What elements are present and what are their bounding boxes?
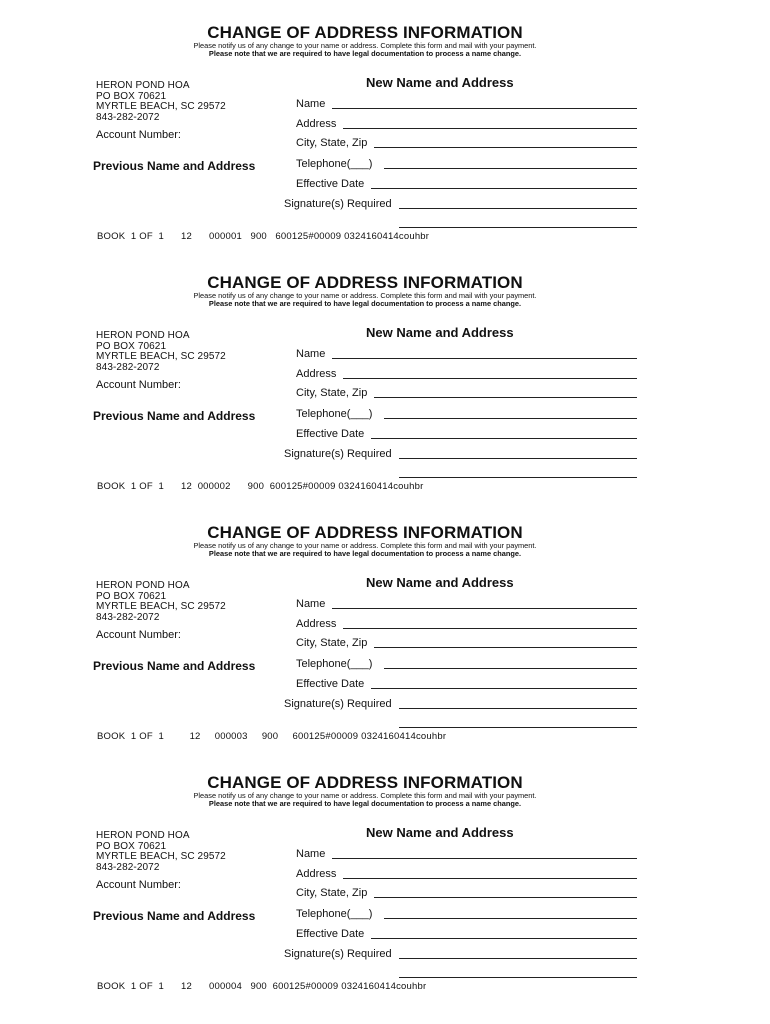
form-instructions: Please notify us of any change to your name or address. Complete this form and mail with your payment. xyxy=(193,41,537,50)
legal-note: Please note that we are required to have legal documentation to process a name change. xyxy=(208,799,522,808)
form-title: CHANGE OF ADDRESS INFORMATION xyxy=(207,773,523,792)
hoa-name: HERON POND HOA xyxy=(96,580,190,591)
change-of-address-form xyxy=(0,773,770,1023)
previous-name-address-heading: Previous Name and Address xyxy=(93,409,256,423)
hoa-address-block xyxy=(96,331,226,373)
change-of-address-form xyxy=(0,273,770,523)
hoa-po-box: PO BOX 70621 xyxy=(96,90,167,102)
effective-date-field[interactable] xyxy=(371,688,637,689)
signature-label: Signature(s) Required xyxy=(284,698,392,710)
form-instructions: Please notify us of any change to your name or address. Complete this form and mail with your payment. xyxy=(193,791,537,800)
signature-field[interactable] xyxy=(399,458,637,459)
telephone-label: Telephone(___) xyxy=(296,658,373,670)
effective-date-label: Effective Date xyxy=(296,678,365,690)
signature-field[interactable] xyxy=(399,208,637,209)
account-number-label: Account Number: xyxy=(96,129,181,141)
legal-note: Please note that we are required to have legal documentation to process a name change. xyxy=(208,549,522,558)
effective-date-field[interactable] xyxy=(371,938,637,939)
new-name-address-heading: New Name and Address xyxy=(366,825,514,840)
address-field[interactable] xyxy=(343,878,637,879)
change-of-address-form xyxy=(0,523,770,773)
scan-line-footer: BOOK 1 OF 1 12 000002 900 600125#00009 0324160414couhbr xyxy=(97,481,424,492)
address-field[interactable] xyxy=(343,628,637,629)
hoa-city-state: MYRTLE BEACH, SC 29572 xyxy=(96,601,226,612)
signature-field-2[interactable] xyxy=(399,227,637,228)
address-label: Address xyxy=(296,368,337,380)
form-title: CHANGE OF ADDRESS INFORMATION xyxy=(207,273,523,292)
hoa-name: HERON POND HOA xyxy=(96,830,190,841)
name-field[interactable] xyxy=(332,608,637,609)
previous-name-address-heading: Previous Name and Address xyxy=(93,659,256,673)
telephone-label: Telephone(___) xyxy=(296,408,373,420)
effective-date-label: Effective Date xyxy=(296,428,365,440)
telephone-field[interactable] xyxy=(384,668,637,669)
signature-label: Signature(s) Required xyxy=(284,448,392,460)
city-state-zip-label: City, State, Zip xyxy=(296,637,368,649)
hoa-name: HERON POND HOA xyxy=(96,80,190,91)
scan-line-footer: BOOK 1 OF 1 12 000004 900 600125#00009 0324160414couhbr xyxy=(97,981,427,992)
name-label: Name xyxy=(296,348,326,360)
form-title: CHANGE OF ADDRESS INFORMATION xyxy=(207,523,523,542)
address-label: Address xyxy=(296,618,337,630)
city-state-zip-field[interactable] xyxy=(374,897,637,898)
hoa-name: HERON POND HOA xyxy=(96,330,190,341)
hoa-po-box: PO BOX 70621 xyxy=(96,840,167,852)
address-field[interactable] xyxy=(343,378,637,379)
signature-field[interactable] xyxy=(399,708,637,709)
city-state-zip-label: City, State, Zip xyxy=(296,887,368,899)
telephone-field[interactable] xyxy=(384,918,637,919)
address-label: Address xyxy=(296,868,337,880)
city-state-zip-field[interactable] xyxy=(374,647,637,648)
name-field[interactable] xyxy=(332,358,637,359)
signature-field-2[interactable] xyxy=(399,727,637,728)
scan-line-footer: BOOK 1 OF 1 12 000003 900 600125#00009 0324160414couhbr xyxy=(97,731,447,742)
signature-field-2[interactable] xyxy=(399,477,637,478)
hoa-phone: 843-282-2072 xyxy=(96,111,160,123)
city-state-zip-field[interactable] xyxy=(374,397,637,398)
telephone-field[interactable] xyxy=(384,418,637,419)
name-label: Name xyxy=(296,848,326,860)
city-state-zip-label: City, State, Zip xyxy=(296,137,368,149)
new-name-address-heading: New Name and Address xyxy=(366,75,514,90)
city-state-zip-field[interactable] xyxy=(374,147,637,148)
scan-line-footer: BOOK 1 OF 1 12 000001 900 600125#00009 0324160414couhbr xyxy=(97,231,430,242)
name-field[interactable] xyxy=(332,858,637,859)
hoa-phone: 843-282-2072 xyxy=(96,611,160,623)
account-number-label: Account Number: xyxy=(96,629,181,641)
hoa-phone: 843-282-2072 xyxy=(96,861,160,873)
hoa-address-block xyxy=(96,831,226,873)
hoa-phone: 843-282-2072 xyxy=(96,361,160,373)
hoa-address-block xyxy=(96,581,226,623)
form-instructions: Please notify us of any change to your name or address. Complete this form and mail with your payment. xyxy=(193,291,537,300)
hoa-city-state: MYRTLE BEACH, SC 29572 xyxy=(96,851,226,862)
signature-field-2[interactable] xyxy=(399,977,637,978)
name-label: Name xyxy=(296,98,326,110)
legal-note: Please note that we are required to have legal documentation to process a name change. xyxy=(208,299,522,308)
telephone-label: Telephone(___) xyxy=(296,908,373,920)
effective-date-label: Effective Date xyxy=(296,178,365,190)
hoa-address-block xyxy=(96,81,226,123)
form-instructions: Please notify us of any change to your name or address. Complete this form and mail with your payment. xyxy=(193,541,537,550)
signature-field[interactable] xyxy=(399,958,637,959)
effective-date-label: Effective Date xyxy=(296,928,365,940)
previous-name-address-heading: Previous Name and Address xyxy=(93,909,256,923)
name-field[interactable] xyxy=(332,108,637,109)
address-label: Address xyxy=(296,118,337,130)
effective-date-field[interactable] xyxy=(371,438,637,439)
telephone-label: Telephone(___) xyxy=(296,158,373,170)
signature-label: Signature(s) Required xyxy=(284,198,392,210)
new-name-address-heading: New Name and Address xyxy=(366,575,514,590)
signature-label: Signature(s) Required xyxy=(284,948,392,960)
effective-date-field[interactable] xyxy=(371,188,637,189)
address-field[interactable] xyxy=(343,128,637,129)
name-label: Name xyxy=(296,598,326,610)
hoa-po-box: PO BOX 70621 xyxy=(96,340,167,352)
form-title: CHANGE OF ADDRESS INFORMATION xyxy=(207,23,523,42)
hoa-po-box: PO BOX 70621 xyxy=(96,590,167,602)
hoa-city-state: MYRTLE BEACH, SC 29572 xyxy=(96,351,226,362)
hoa-city-state: MYRTLE BEACH, SC 29572 xyxy=(96,101,226,112)
change-of-address-form xyxy=(0,23,770,273)
telephone-field[interactable] xyxy=(384,168,637,169)
city-state-zip-label: City, State, Zip xyxy=(296,387,368,399)
new-name-address-heading: New Name and Address xyxy=(366,325,514,340)
account-number-label: Account Number: xyxy=(96,379,181,391)
previous-name-address-heading: Previous Name and Address xyxy=(93,159,256,173)
legal-note: Please note that we are required to have legal documentation to process a name change. xyxy=(208,49,522,58)
account-number-label: Account Number: xyxy=(96,879,181,891)
